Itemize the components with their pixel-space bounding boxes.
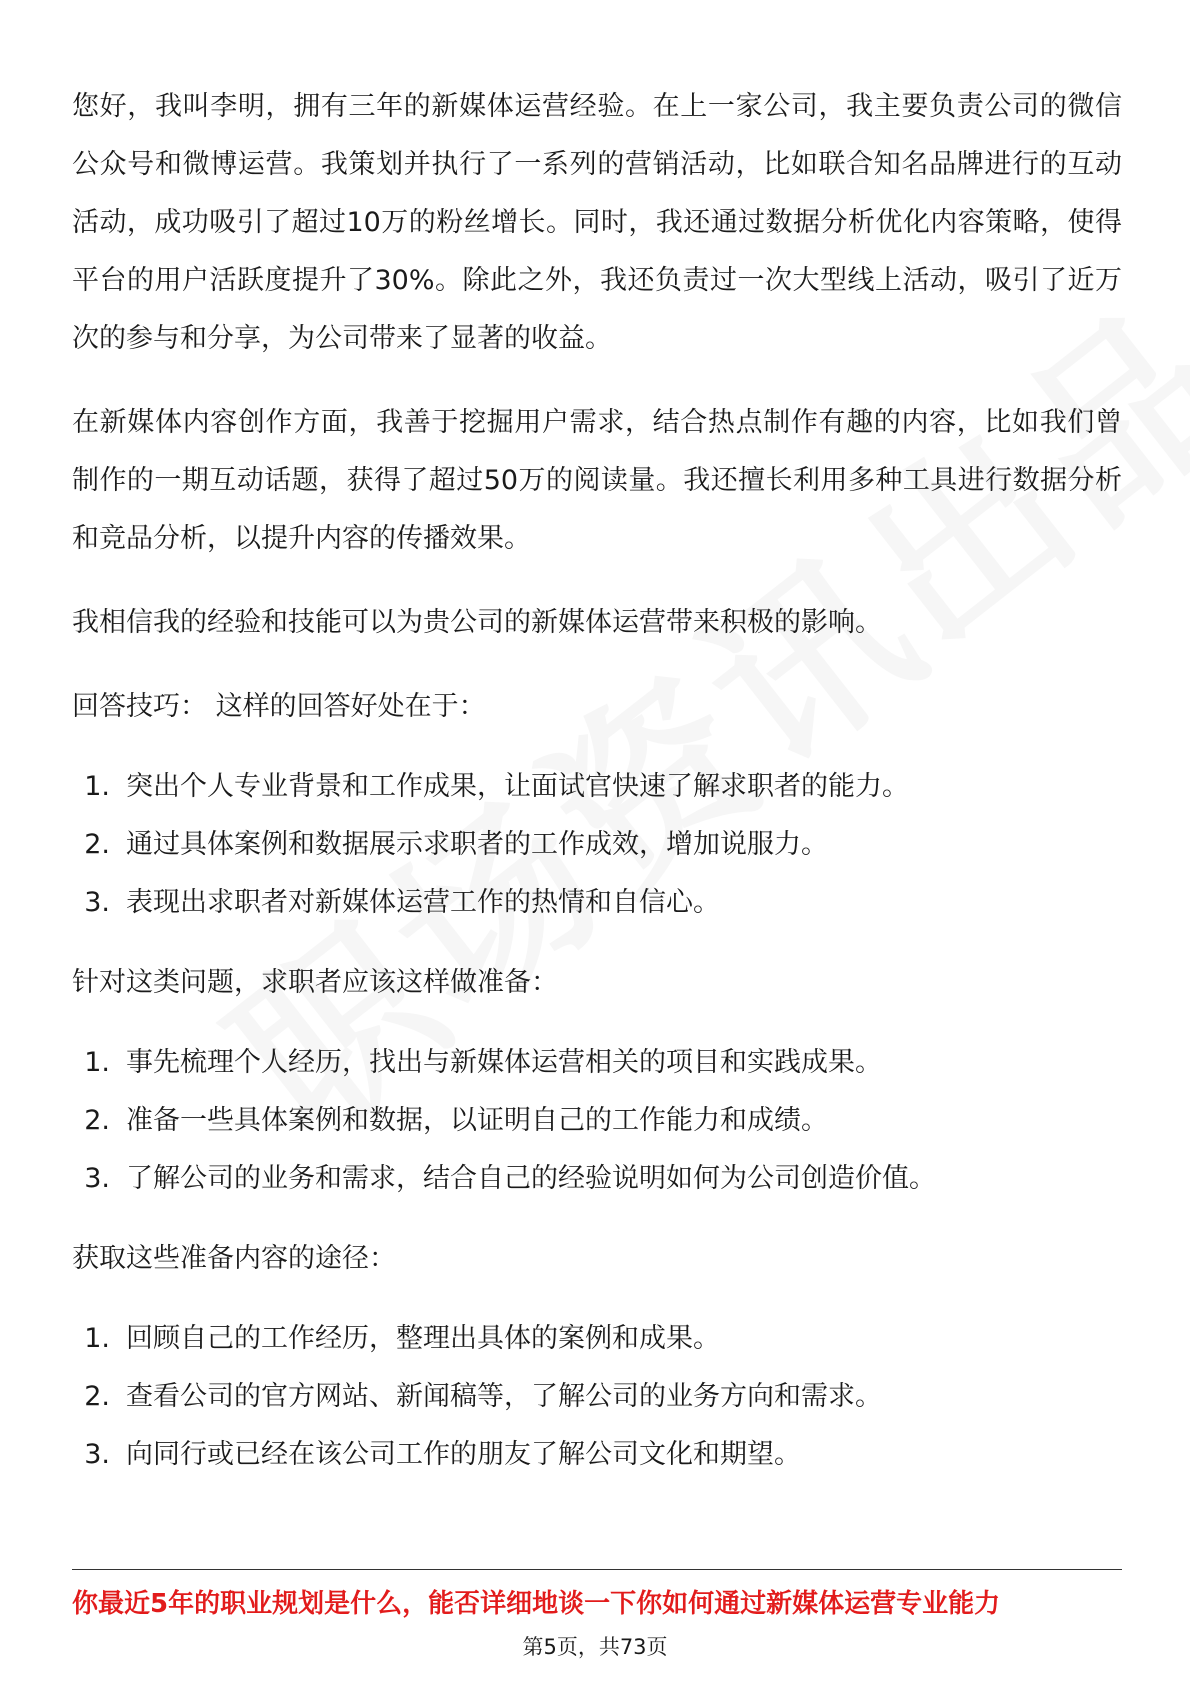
list-item [72, 1150, 1122, 1208]
answer-paragraph-1: 您好，我叫李明，拥有三年的新媒体运营经验。在上一家公司，我主要负责公司的微信公众号和微博运营。我策划并执行了一系列的营销活动，比如联合知名品牌进行的互动活动，成功吸引了超过10万的粉丝增长。同时，我还通过数据分析优化内容策略，使得平台的用户活跃度提升了30%。除此之外，我还负责过一次大型线上活动，吸引了近万次的参与和分享，为公司带来了显著的收益。 [72, 91, 1122, 354]
list-number: 2. [84, 1381, 110, 1412]
list-text: 向同行或已经在该公司工作的朋友了解公司文化和期望。 [126, 1439, 801, 1470]
list-item [72, 1368, 1122, 1426]
list-number: 3. [84, 1163, 110, 1194]
list-text: 查看公司的官方网站、新闻稿等，了解公司的业务方向和需求。 [126, 1381, 882, 1412]
list-item [72, 874, 1122, 932]
list-text: 通过具体案例和数据展示求职者的工作成效，增加说服力。 [126, 829, 828, 860]
footer-divider [72, 1569, 1122, 1570]
list-text: 事先梳理个人经历，找出与新媒体运营相关的项目和实践成果。 [126, 1047, 882, 1078]
answer-paragraph-2: 在新媒体内容创作方面，我善于挖掘用户需求，结合热点制作有趣的内容，比如我们曾制作的一期互动话题，获得了超过50万的阅读量。我还擅长利用多种工具进行数据分析和竞品分析，以提升内容的传播效果。 [72, 407, 1122, 554]
list-number: 1. [84, 771, 110, 802]
list-item [72, 816, 1122, 874]
prep-list [72, 1034, 1122, 1208]
list-number: 3. [84, 1439, 110, 1470]
list-text: 突出个人专业背景和工作成果，让面试官快速了解求职者的能力。 [126, 771, 909, 802]
list-text: 了解公司的业务和需求，结合自己的经验说明如何为公司创造价值。 [126, 1163, 936, 1194]
tips-label: 回答技巧： 这样的回答好处在于： [72, 691, 486, 722]
list-item [72, 1426, 1122, 1484]
answer-paragraph-3: 我相信我的经验和技能可以为贵公司的新媒体运营带来积极的影响。 [72, 607, 882, 638]
list-number: 2. [84, 829, 110, 860]
tips-list [72, 758, 1122, 932]
content-body [72, 78, 1122, 1506]
list-text: 准备一些具体案例和数据，以证明自己的工作能力和成绩。 [126, 1105, 828, 1136]
list-number: 1. [84, 1323, 110, 1354]
sources-list [72, 1310, 1122, 1484]
list-item [72, 758, 1122, 816]
page-number: 第5页，共73页 [522, 1635, 668, 1659]
list-number: 2. [84, 1105, 110, 1136]
list-number: 3. [84, 887, 110, 918]
list-text: 表现出求职者对新媒体运营工作的热情和自信心。 [126, 887, 720, 918]
next-question-heading: 你最近5年的职业规划是什么，能否详细地谈一下你如何通过新媒体运营专业能力 [72, 1589, 1001, 1619]
list-text: 回顾自己的工作经历，整理出具体的案例和成果。 [126, 1323, 720, 1354]
prep-label: 针对这类问题，求职者应该这样做准备： [72, 967, 558, 998]
sources-label: 获取这些准备内容的途径： [72, 1243, 396, 1274]
list-item [72, 1310, 1122, 1368]
list-item [72, 1034, 1122, 1092]
list-number: 1. [84, 1047, 110, 1078]
list-item [72, 1092, 1122, 1150]
